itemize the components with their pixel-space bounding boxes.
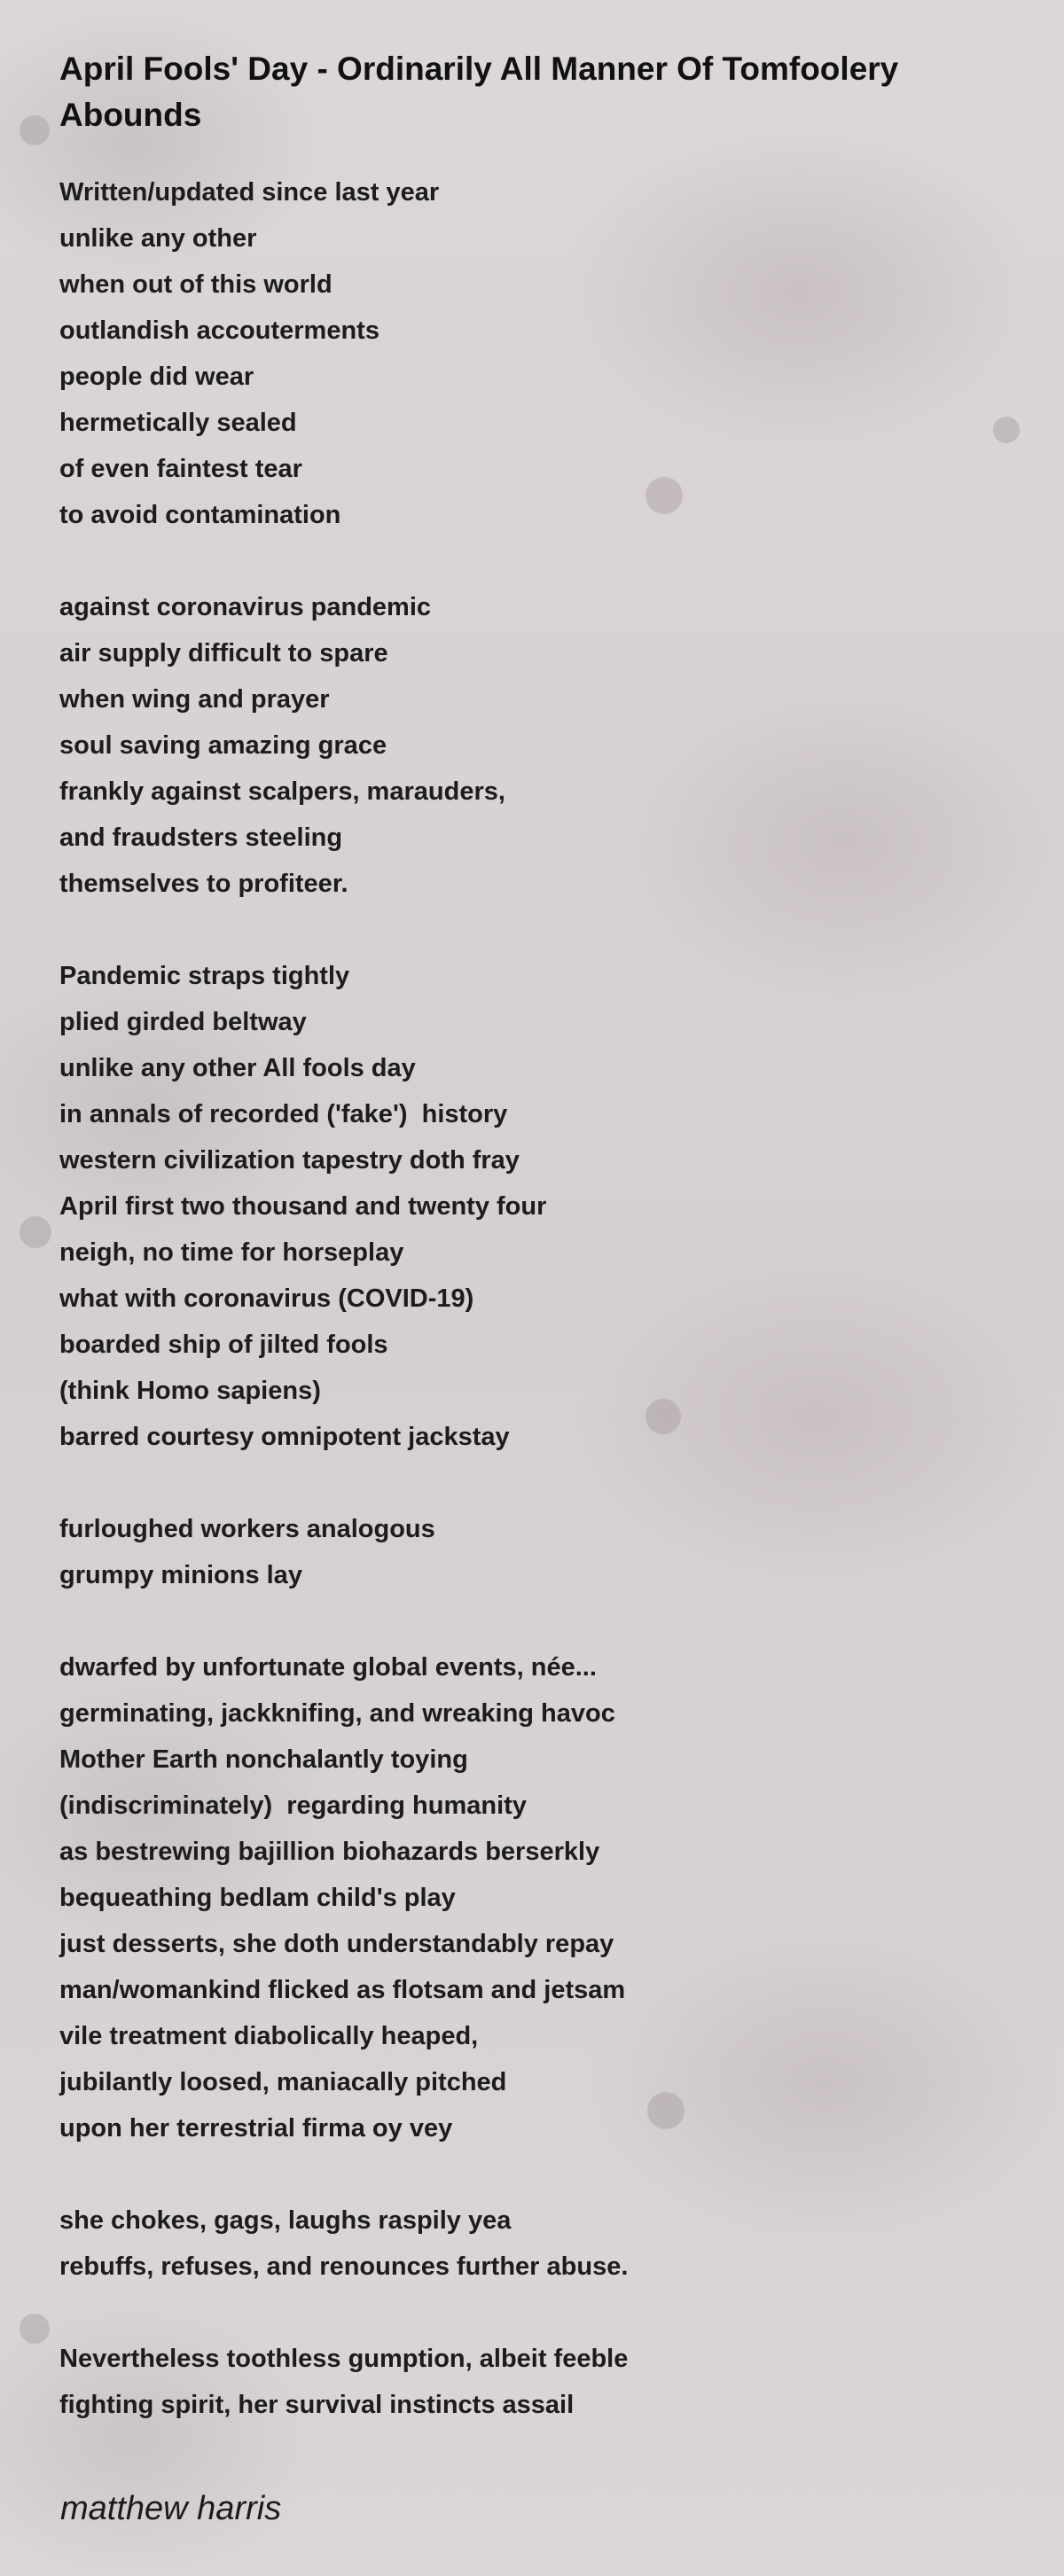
poem-line: Pandemic straps tightly	[59, 962, 350, 990]
poem-line: against coronavirus pandemic	[59, 593, 432, 621]
poem-line: (think Homo sapiens)	[59, 1377, 321, 1405]
poem-line: boarded ship of jilted fools	[59, 1331, 388, 1359]
poem-line: unlike any other All fools day	[59, 1054, 416, 1082]
poem-line: when wing and prayer	[59, 685, 330, 714]
poem-line: April first two thousand and twenty four	[59, 1192, 547, 1221]
poem-line: Written/updated since last year	[59, 178, 440, 207]
poem-line: as bestrewing bajillion biohazards berserkly	[59, 1838, 600, 1866]
poem-line: what with coronavirus (COVID-19)	[59, 1284, 474, 1313]
poem	[59, 46, 1017, 2428]
poem-line: furloughed workers analogous	[59, 1515, 435, 1543]
poem-line: hermetically sealed	[59, 409, 297, 437]
poem-line: frankly against scalpers, marauders,	[59, 777, 505, 806]
poem-line: western civilization tapestry doth fray	[59, 1146, 520, 1175]
poem-line: plied girded beltway	[59, 1008, 307, 1036]
background-blot	[20, 1216, 51, 1248]
poem-line: germinating, jackknifing, and wreaking havoc	[59, 1699, 615, 1728]
poem-line: she chokes, gags, laughs raspily yea	[59, 2206, 512, 2235]
poem-line: upon her terrestrial firma oy vey	[59, 2114, 453, 2143]
poem-line: (indiscriminately) regarding humanity	[59, 1791, 527, 1820]
poem-line: outlandish accouterments	[59, 316, 379, 345]
poem-body	[59, 169, 1017, 2428]
poem-stanza	[59, 1644, 1017, 2151]
poem-line: of even faintest tear	[59, 455, 302, 483]
poem-stanza	[59, 953, 1017, 1460]
poem-line: in annals of recorded ('fake') history	[59, 1100, 508, 1128]
poem-stanza	[59, 1506, 1017, 1598]
poem-line: bequeathing bedlam child's play	[59, 1884, 456, 1912]
poem-line: barred courtesy omnipotent jackstay	[59, 1423, 510, 1451]
poem-line: Nevertheless toothless gumption, albeit feeble	[59, 2345, 629, 2373]
poem-title: April Fools' Day - Ordinarily All Manner Of Tomfoolery Abounds	[59, 51, 899, 133]
poem-line: to avoid contamination	[59, 501, 341, 529]
poem-stanza	[59, 584, 1017, 907]
poem-stanza	[59, 2336, 1017, 2428]
poem-line: neigh, no time for horseplay	[59, 1238, 404, 1267]
poem-author: matthew harris	[60, 2490, 282, 2527]
poem-line: just desserts, she doth understandably repay	[59, 1930, 614, 1958]
poem-line: vile treatment diabolically heaped,	[59, 2022, 479, 2050]
poem-line: and fraudsters steeling	[59, 824, 343, 852]
poem-line: jubilantly loosed, maniacally pitched	[59, 2068, 507, 2096]
poem-line: man/womankind flicked as flotsam and jetsam	[59, 1976, 626, 2004]
poem-line: dwarfed by unfortunate global events, née...	[59, 1653, 597, 1682]
background-blot	[20, 2314, 50, 2344]
poem-line: unlike any other	[59, 224, 257, 253]
background-blot	[20, 115, 50, 145]
poem-line: Mother Earth nonchalantly toying	[59, 1745, 468, 1774]
poem-line: air supply difficult to spare	[59, 639, 388, 667]
poem-line: fighting spirit, her survival instincts assail	[59, 2391, 575, 2419]
poem-line: soul saving amazing grace	[59, 731, 387, 760]
poem-line: when out of this world	[59, 270, 332, 299]
poem-line: rebuffs, refuses, and renounces further abuse.	[59, 2252, 629, 2281]
poem-line: grumpy minions lay	[59, 1561, 302, 1589]
poem-line: people did wear	[59, 363, 254, 391]
poem-line: themselves to profiteer.	[59, 870, 348, 898]
poem-stanza	[59, 2197, 1017, 2290]
poem-stanza	[59, 169, 1017, 538]
